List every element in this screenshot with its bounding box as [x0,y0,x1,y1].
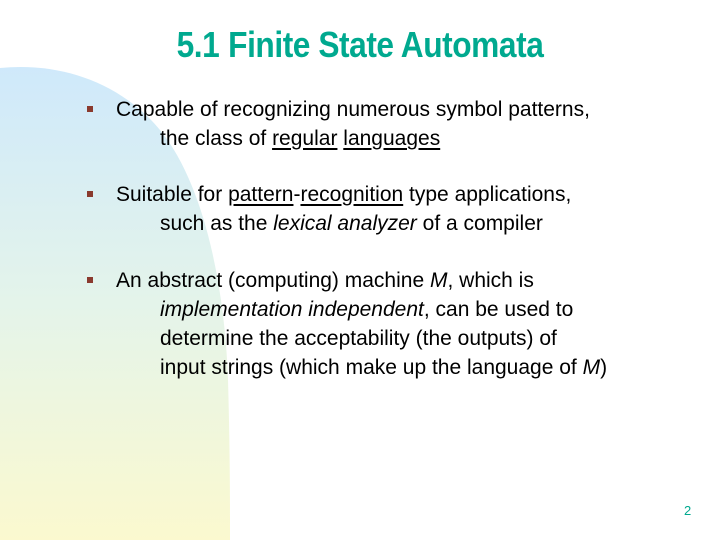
bullet-text [116,266,696,382]
title-number: 5.1 [176,24,220,65]
italic-term: implementation independent [160,298,424,321]
bullet-line [116,266,696,295]
italic-term: M [429,269,448,292]
italic-term: M [582,356,601,379]
bullet-text [116,180,696,238]
slide-title [43,24,677,66]
bullet-line [116,180,696,209]
text-run: - [293,183,301,206]
text-run: ) [600,356,608,379]
bullet-text [116,95,696,153]
text-run: type applications, [403,183,572,206]
text-run: of a compiler [416,212,543,235]
page-number: 2 [684,503,692,518]
text-run: , which is [447,269,534,292]
bullet-square-icon [87,277,93,283]
bullet-line [116,353,696,382]
italic-term: lexical analyzer [273,212,417,235]
underlined-term: languages [343,127,441,150]
text-run: Suitable for [116,183,229,206]
underlined-term: pattern [228,183,294,206]
title-text: Finite State Automata [228,24,544,65]
underlined-term: recognition [300,183,404,206]
bullet-line [116,295,696,324]
underlined-term: regular [272,127,338,150]
text-run: An abstract (computing) machine [116,269,430,292]
text-run: such as the [160,212,274,235]
bullet-line [116,124,696,153]
text-run: the class of [160,127,273,150]
bullet-square-icon [87,106,93,112]
bullet-line [116,209,696,238]
text-run: , can be used to [423,298,574,321]
bullet-line: Capable of recognizing numerous symbol patterns, [116,98,590,121]
bullet-square-icon [87,191,93,197]
bullet-line: determine the acceptability (the outputs) of [160,327,557,350]
text-run: input strings (which make up the language of [160,356,583,379]
